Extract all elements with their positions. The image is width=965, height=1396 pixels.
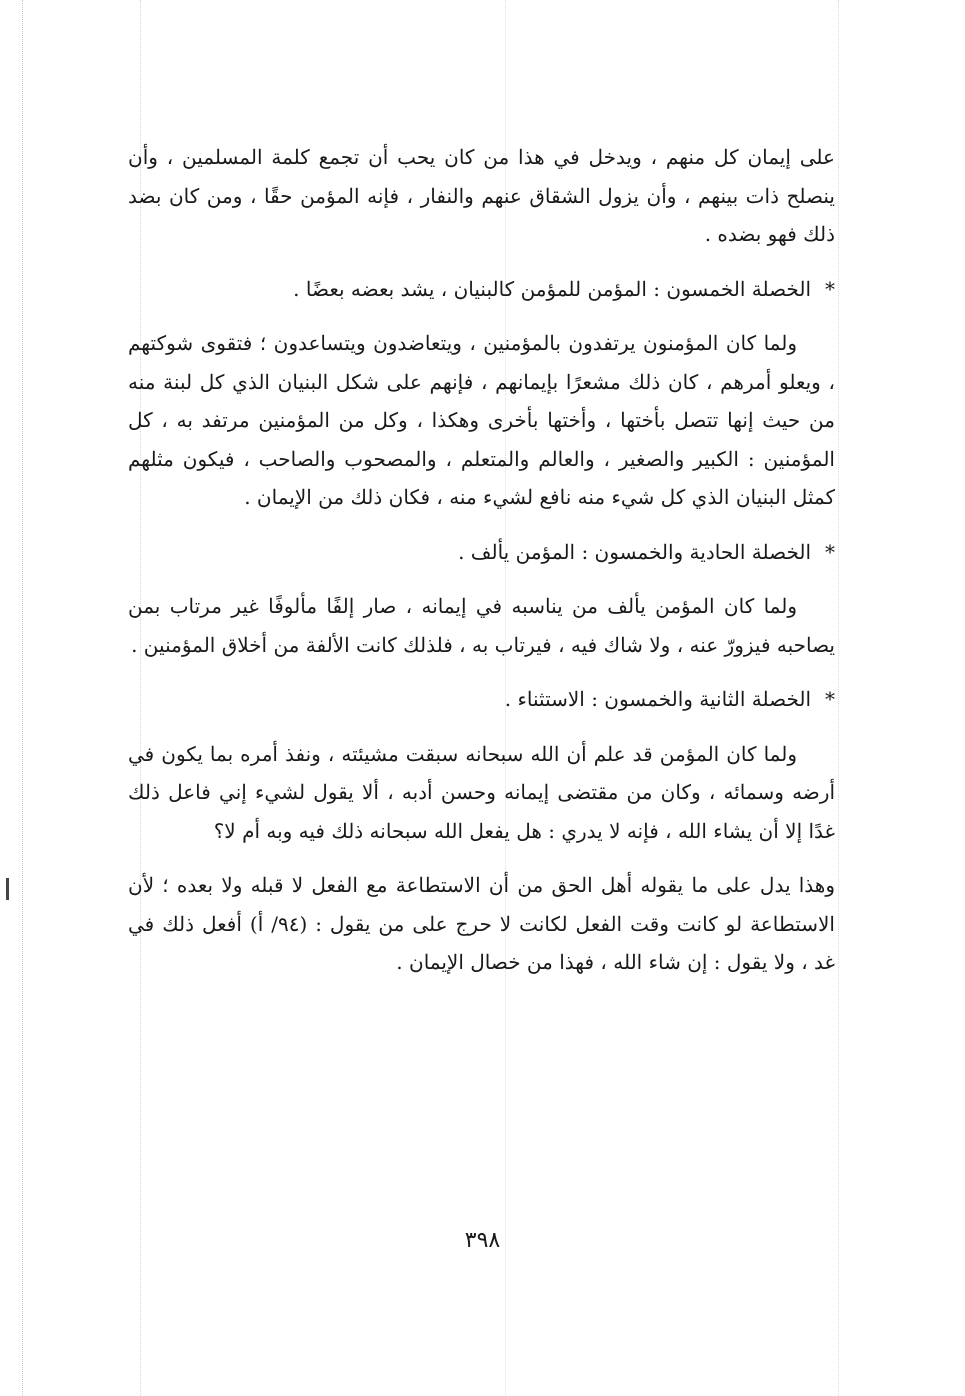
heading-text: الخصلة الحادية والخمسون : المؤمن يألف . bbox=[458, 539, 811, 564]
paragraph-text: ولما كان المؤمنون يرتفدون بالمؤمنين ، ويتعاضدون ويتساعدون ؛ فتقوى شوكتهم ، ويعلو أمرهم ، كان ذلك مشعرًا بإيمانهم ، فإنهم على شكل البنيان الذي كل لبنة منه من حيث إنها تتصل بأختها ، وأختها بأخرى وهكذا ، وكل من المؤمنين مرتفد به ، كل المؤمنين : الكبير والصغير ، والعالم والمتعلم ، والمصحوب والصاحب ، فيكون مثلهم كمثل البنيان الذي كل شيء منه نافع لشيء منه ، فكان ذلك من الإيمان . bbox=[128, 331, 835, 509]
paragraph bbox=[128, 587, 835, 664]
heading-text: الخصلة الخمسون : المؤمن للمؤمن كالبنيان ، يشد بعضه بعضًا . bbox=[293, 276, 811, 301]
heading-text: الخصلة الثانية والخمسون : الاستثناء . bbox=[504, 687, 811, 711]
paragraph bbox=[128, 866, 835, 982]
paragraph-text: وهذا يدل على ما يقوله أهل الحق من أن الاستطاعة مع الفعل لا قبله ولا بعده ؛ لأن الاستطاعة لو كانت وقت الفعل لكانت لا حرج على من يقول : (٩٤/ أ) أفعل ذلك في غد ، ولا يقول : إن شاء الله ، فهذا من خصال الإيمان . bbox=[128, 873, 835, 974]
body-text bbox=[128, 138, 835, 998]
paragraph-text: ولما كان المؤمن قد علم أن الله سبحانه سبقت مشيئته ، ونفذ أمره بما يكون في أرضه وسمائه ، وكان من مقتضى إيمانه وحسن أدبه ، ألا يقول لشيء إني فاعل ذلك غدًا إلا أن يشاء الله ، فإنه لا يدري : هل يفعل الله سبحانه ذلك فيه وبه أم لا؟ bbox=[128, 741, 836, 843]
section-heading-50 bbox=[128, 270, 835, 309]
paragraph-text: ولما كان المؤمن يألف من يناسبه في إيمانه ، صار إلفًا مألوفًا غير مرتاب بمن يصاحبه فيزورّ عنه ، ولا شاك فيه ، فيرتاب به ، فلذلك كانت الألفة من أخلاق المؤمنين . bbox=[128, 594, 835, 657]
scan-edge-mark bbox=[6, 878, 9, 900]
paragraph bbox=[128, 324, 835, 517]
scan-guide-line bbox=[838, 0, 839, 1396]
section-heading-52 bbox=[128, 680, 835, 719]
asterisk-marker: * bbox=[825, 687, 835, 711]
paragraph-continuation bbox=[128, 138, 835, 254]
paragraph bbox=[128, 735, 835, 851]
asterisk-marker: * bbox=[825, 539, 835, 564]
asterisk-marker: * bbox=[825, 276, 835, 301]
scan-guide-line bbox=[22, 0, 23, 1396]
section-heading-51 bbox=[128, 533, 835, 572]
page-number: ٣٩٨ bbox=[464, 1228, 501, 1253]
paragraph-text: على إيمان كل منهم ، ويدخل في هذا من كان يحب أن تجمع كلمة المسلمين ، وأن ينصلح ذات بينهم ، وأن يزول الشقاق عنهم والنفار ، فإنه المؤمن حقًا ، ومن كان بضد ذلك فهو بضده . bbox=[128, 145, 835, 246]
